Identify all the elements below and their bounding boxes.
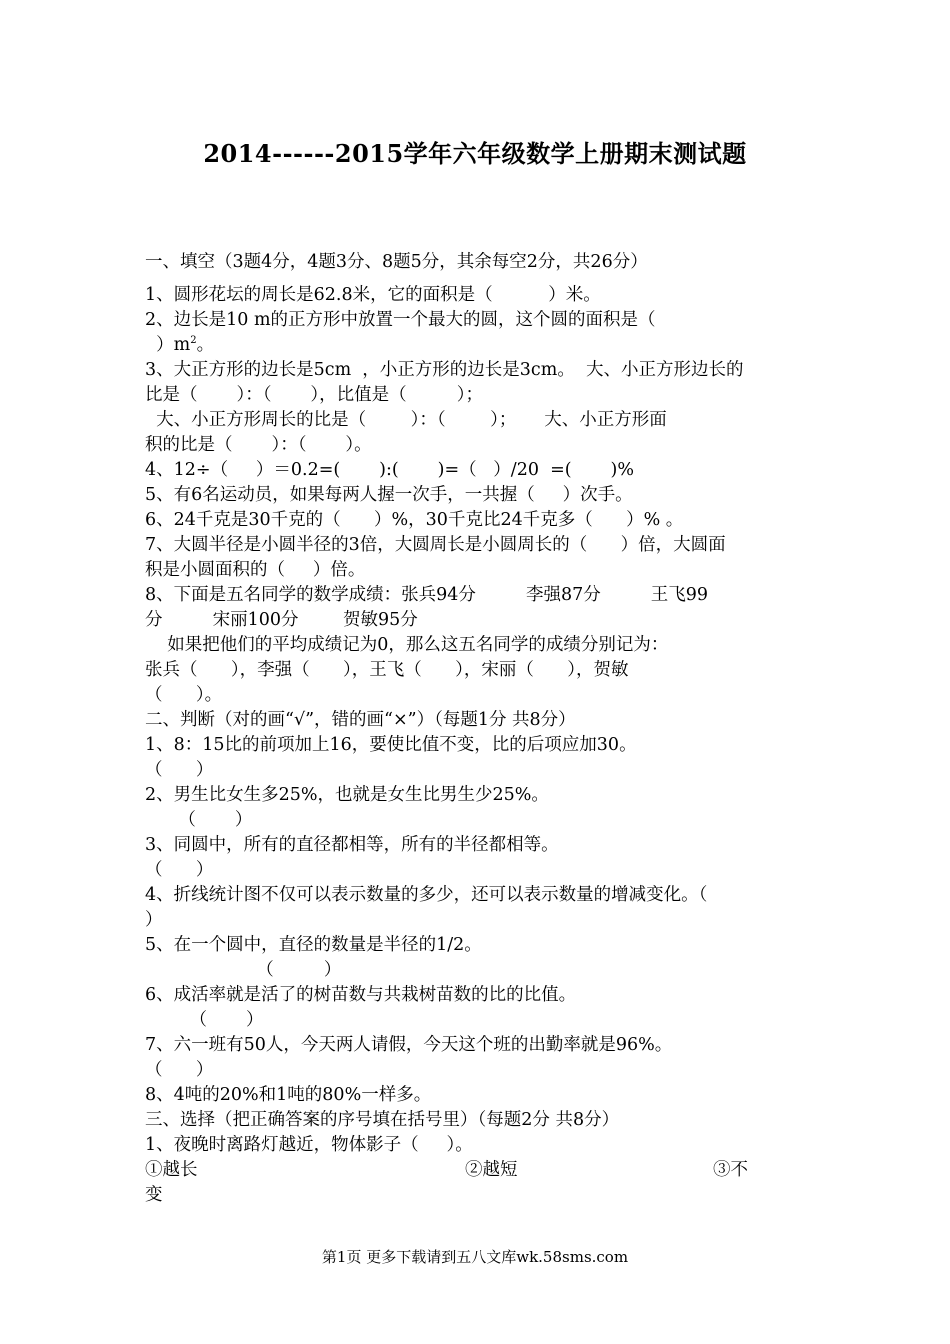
section-choice-heading: 三、选择（把正确答案的序号填在括号里）（每题2分 共8分） [145, 1110, 620, 1130]
page-footer: 第1页 更多下载请到五八文库wk.58sms.com [321, 1248, 629, 1266]
fill-q7-line2: 积是小圆面积的（ ）倍。 [145, 560, 366, 580]
choice-q1: 1、夜晚时离路灯越近，物体影子（ ）。 [145, 1135, 473, 1155]
section-fill-heading: 一、填空（3题4分，4题3分、8题5分，其余每空2分，共26分） [145, 252, 648, 272]
judge-q1-bracket: （ ） [145, 760, 214, 780]
fill-q2-tail-end: 。 [196, 335, 215, 355]
fill-q1: 1、圆形花坛的周长是62.8米，它的面积是（ ）米。 [145, 285, 601, 305]
fill-q3-line1: 3、大正方形的边长是5cm ，小正方形的边长是3cm。 大、小正方形边长的 [145, 360, 744, 380]
fill-q2-tail-sup: 2 [190, 335, 197, 347]
page-title: 2014------2015学年六年级数学上册期末测试题 [203, 139, 747, 168]
choice-option-3-wrap: 变 [145, 1185, 163, 1205]
judge-q8: 8、4吨的20%和1吨的80%一样多。 [145, 1085, 432, 1105]
fill-q3-line2: 比是（ ）：（ ），比值是（ ）； [145, 385, 483, 405]
choice-option-3: ③不 [713, 1160, 748, 1180]
judge-q2: 2、男生比女生多25%，也就是女生比男生少25%。 [145, 785, 549, 805]
choice-option-2: ②越短 [465, 1160, 518, 1180]
judge-q6: 6、成活率就是活了的树苗数与共栽树苗数的比的比值。 [145, 985, 577, 1005]
judge-q2-bracket: （ ） [145, 810, 253, 830]
document-body [145, 250, 805, 1208]
judge-q5-bracket: （ ） [145, 960, 342, 980]
choice-option-1: ①越长 [145, 1160, 198, 1180]
fill-q2: 2、边长是10 m的正方形中放置一个最大的圆，这个圆的面积是（ [145, 310, 656, 330]
choice-q1-options [145, 1158, 805, 1183]
judge-q3: 3、同圆中，所有的直径都相等，所有的半径都相等。 [145, 835, 559, 855]
judge-q1: 1、8：15比的前项加上16，要使比值不变，比的后项应加30。 [145, 735, 637, 755]
fill-q5: 5、有6名运动员，如果每两人握一次手，一共握（ ）次手。 [145, 485, 633, 505]
judge-q7: 7、六一班有50人，今天两人请假，今天这个班的出勤率就是96%。 [145, 1035, 673, 1055]
judge-q4: 4、折线统计图不仅可以表示数量的多少，还可以表示数量的增减变化。（ [145, 885, 708, 905]
judge-q6-bracket: （ ） [145, 1010, 264, 1030]
fill-q8-line3: 如果把他们的平均成绩记为0，那么这五名同学的成绩分别记为： [145, 635, 669, 655]
fill-q4: 4、12÷（ ）＝0.2=( ):( )=（ ）/20 =( )% [145, 460, 634, 480]
fill-q2-tail-text: ）m [145, 335, 191, 355]
fill-q8-line4: 张兵（ ），李强（ ），王飞（ ），宋丽（ ），贺敏 [145, 660, 629, 680]
fill-q3-line4: 积的比是（ ）：（ ）。 [145, 435, 372, 455]
judge-q4-bracket: ） [145, 910, 163, 930]
fill-q8-line1: 8、下面是五名同学的数学成绩：张兵94分 李强87分 王飞99 [145, 585, 709, 605]
fill-q2-tail [145, 333, 805, 358]
judge-q5: 5、在一个圆中，直径的数量是半径的1/2。 [145, 935, 482, 955]
judge-q7-bracket: （ ） [145, 1060, 214, 1080]
fill-q7-line1: 7、大圆半径是小圆半径的3倍，大圆周长是小圆周长的（ ）倍，大圆面 [145, 535, 726, 555]
fill-q6: 6、24千克是30千克的（ ）%，30千克比24千克多（ ）% 。 [145, 510, 684, 530]
fill-q8-line2: 分 宋丽100分 贺敏95分 [145, 610, 418, 630]
judge-q3-bracket: （ ） [145, 860, 214, 880]
fill-q3-line3: 大、小正方形周长的比是（ ）：（ ）； 大、小正方形面 [145, 410, 667, 430]
section-judge-heading: 二、判断（对的画“√”，错的画“×”）（每题1分 共8分） [145, 710, 576, 730]
fill-q8-line5: （ ）。 [145, 685, 223, 705]
